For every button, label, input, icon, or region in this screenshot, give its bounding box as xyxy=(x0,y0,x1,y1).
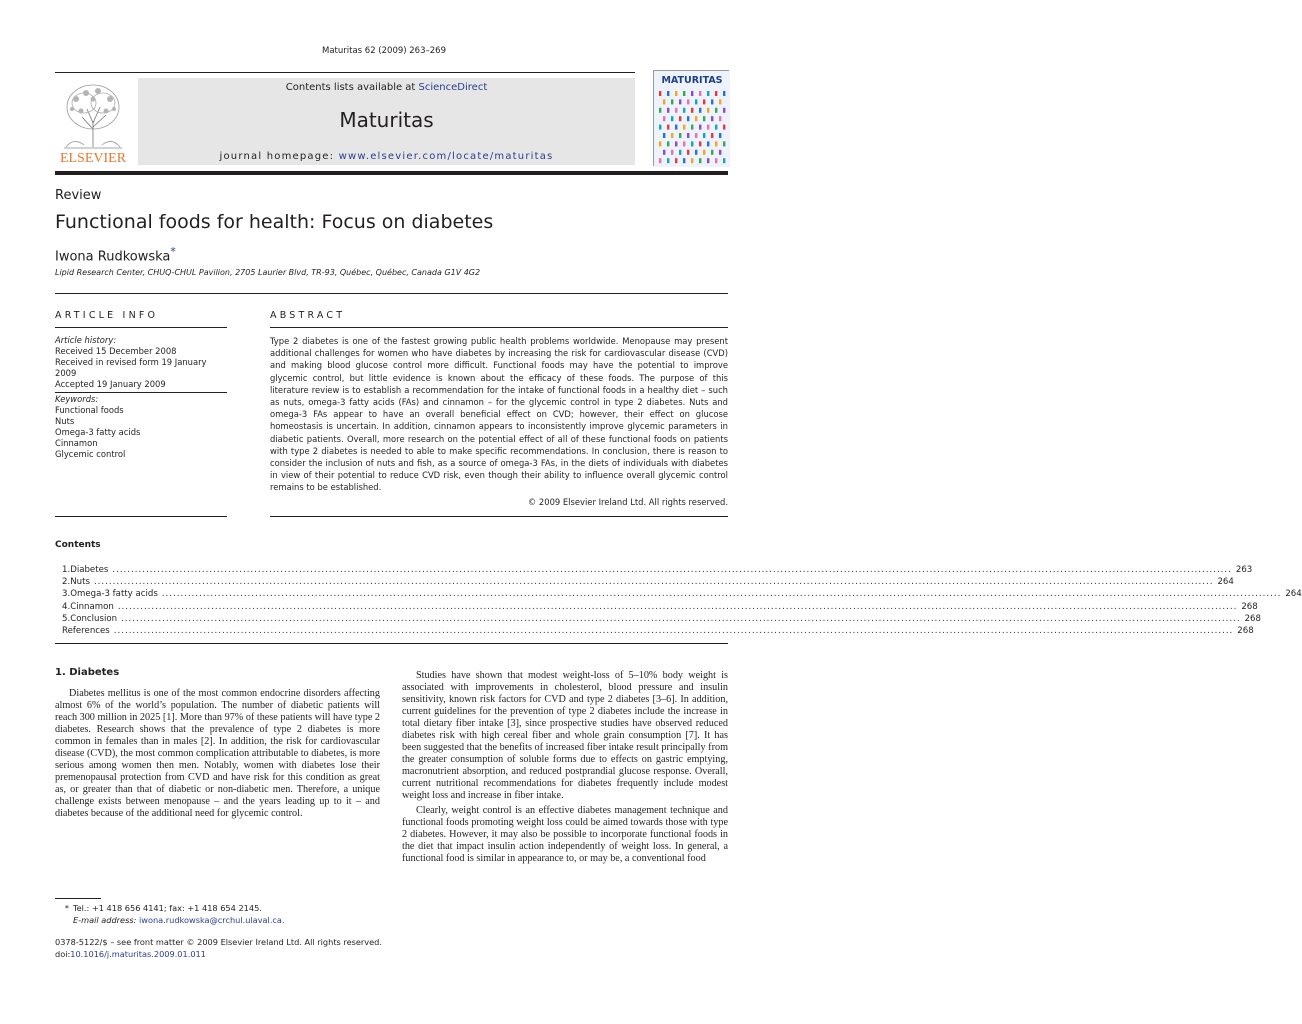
toc-entry-omega3[interactable] xyxy=(62,589,1302,601)
cover-figures-icon xyxy=(654,71,730,167)
sciencedirect-link[interactable]: ScienceDirect xyxy=(418,82,488,93)
issn-line: 0378-5122/$ – see front matter © 2009 Elsevier Ireland Ltd. All rights reserved. xyxy=(55,937,382,947)
footnote-email-line xyxy=(55,915,285,927)
toc-entry-diabetes[interactable] xyxy=(62,565,1253,577)
email-link[interactable]: iwona.rudkowska@crchul.ulaval.ca. xyxy=(139,914,285,925)
toc-leader-dots: ............................................................................................................................................................................................................................................................................................................ xyxy=(161,589,1282,600)
contents-heading: Contents xyxy=(55,540,101,550)
toc-label: Diabetes xyxy=(70,565,109,575)
toc-entry-references[interactable] xyxy=(62,625,1254,638)
cover-figure-mark xyxy=(723,141,725,146)
cover-figure-mark xyxy=(679,150,681,155)
cover-figure-mark xyxy=(723,158,725,163)
contents-divider xyxy=(55,643,728,644)
cover-figure-mark xyxy=(707,108,709,113)
toc-label: Nuts xyxy=(70,577,90,588)
cover-figure-mark xyxy=(667,158,669,163)
front-matter xyxy=(55,937,382,960)
cover-figure-mark xyxy=(687,133,689,138)
cover-figure-mark xyxy=(679,133,681,138)
cover-figure-mark xyxy=(659,108,661,113)
cover-figure-mark xyxy=(707,141,709,146)
toc-label: Omega-3 fatty acids xyxy=(70,589,158,600)
cover-figure-mark xyxy=(723,108,725,113)
article-title: Functional foods for health: Focus on diabetes xyxy=(55,211,494,233)
history-item: Received 15 December 2008 xyxy=(55,346,177,356)
toc-entry-nuts[interactable] xyxy=(62,577,1234,589)
cover-figure-mark xyxy=(679,99,681,104)
cover-figure-mark xyxy=(699,141,701,146)
toc-label: Conclusion xyxy=(70,613,118,624)
toc-page: 263 xyxy=(1235,565,1253,575)
cover-figure-mark xyxy=(723,125,725,130)
running-head: Maturitas 62 (2009) 263–269 xyxy=(322,46,446,56)
abstract-rule-bottom xyxy=(270,516,728,517)
toc-number: 2. xyxy=(62,577,71,588)
cover-figure-mark xyxy=(719,150,721,155)
toc-page: 264 xyxy=(1217,577,1234,588)
keywords-block xyxy=(55,394,227,460)
author-line xyxy=(55,245,176,264)
cover-figure-mark xyxy=(683,91,685,96)
cover-figure-mark xyxy=(719,99,721,104)
affiliation: Lipid Research Center, CHUQ-CHUL Pavilion, 2705 Laurier Blvd, TR-93, Québec, Québec, Canada G1V 4G2 xyxy=(55,268,481,277)
cover-figure-mark xyxy=(691,91,693,96)
toc-number: 1. xyxy=(62,565,71,575)
cover-figure-mark xyxy=(683,125,685,130)
article-info-rule-bottom xyxy=(55,516,227,517)
toc-label: Cinnamon xyxy=(70,601,114,612)
author-name[interactable]: Iwona Rudkowska xyxy=(55,249,171,265)
cover-figure-mark xyxy=(715,108,717,113)
cover-figure-mark xyxy=(723,91,725,96)
cover-figure-mark xyxy=(659,91,661,96)
table-of-contents xyxy=(62,565,1302,638)
cover-figure-mark xyxy=(675,141,677,146)
toc-leader-dots: ............................................................................................................................................................................................................................................................................................................ xyxy=(117,601,1238,612)
cover-figure-mark xyxy=(663,99,665,104)
body-paragraph: Studies have shown that modest weight-loss of 5–10% body weight is associated with improvements in cholesterol, blood pressure and insulin sensitivity, known risk factors for CVD and type 2 diabetes [3–6]. In addition, current guidelines for the prevention of type 2 diabetes include the increase in total dietary fiber intake [3], since prospective studies have observed reduced diabetes risk with high cereal fiber and whole grain consumption [7]. It has been suggested that the benefits of increased fiber intake result principally from the greater consumption of soluble forms due to effects on gastric emptying, macronutrient absorption, and reduced postprandial glucose response. Overall, current nutritional recommendations for diabetes frequently include modest weight loss and increase in fiber intake. xyxy=(402,670,728,802)
author-footnote-mark[interactable]: * xyxy=(170,245,176,258)
keyword: Nuts xyxy=(55,416,75,426)
cover-figure-mark xyxy=(675,158,677,163)
article-history xyxy=(55,335,227,390)
toc-number: 4. xyxy=(62,601,71,612)
cover-figure-mark xyxy=(699,158,701,163)
section-heading-diabetes: 1. Diabetes xyxy=(55,667,120,678)
cover-figure-mark xyxy=(703,133,705,138)
contents-available-line xyxy=(138,82,635,93)
cover-figure-mark xyxy=(715,158,717,163)
cover-figure-mark xyxy=(659,125,661,130)
cover-figure-mark xyxy=(711,133,713,138)
cover-figure-mark xyxy=(671,116,673,121)
cover-figure-mark xyxy=(679,116,681,121)
article-info-heading: ARTICLE INFO xyxy=(55,310,159,321)
doi-link[interactable]: 10.1016/j.maturitas.2009.01.011 xyxy=(70,948,206,959)
keyword: Glycemic control xyxy=(55,449,126,459)
homepage-link[interactable]: www.elsevier.com/locate/maturitas xyxy=(338,151,554,162)
cover-figure-mark xyxy=(711,150,713,155)
doi-line xyxy=(55,949,382,961)
toc-leader-dots: ............................................................................................................................................................................................................................................................................................................ xyxy=(112,565,1232,575)
journal-cover-thumbnail xyxy=(653,70,729,166)
cover-figure-mark xyxy=(695,99,697,104)
cover-figure-mark xyxy=(695,116,697,121)
keyword: Omega-3 fatty acids xyxy=(55,427,141,437)
toc-leader-dots: ............................................................................................................................................................................................................................................................................................................ xyxy=(121,613,1241,624)
keyword: Functional foods xyxy=(55,405,124,415)
cover-figure-mark xyxy=(719,116,721,121)
contents-available-text: Contents lists available at xyxy=(285,82,419,93)
abstract-rule-top xyxy=(270,327,728,328)
cover-figure-mark xyxy=(683,158,685,163)
cover-figure-mark xyxy=(663,133,665,138)
body-paragraph: Clearly, weight control is an effective diabetes management technique and functional foods promoting weight loss could be aimed towards those with type 2 diabetes. However, it may also be possible to incorporate functional foods in the diet that impact insulin action independently of weight loss. In general, a functional food is similar in appearance to, or may be, a conventional food xyxy=(402,804,728,864)
cover-figure-mark xyxy=(667,91,669,96)
email-label: E-mail address: xyxy=(73,914,137,925)
cover-figure-mark xyxy=(675,108,677,113)
history-item: Accepted 19 January 2009 xyxy=(55,379,166,389)
cover-figure-mark xyxy=(687,150,689,155)
cover-figure-mark xyxy=(691,141,693,146)
cover-figure-mark xyxy=(699,108,701,113)
svg-text:ELSEVIER: ELSEVIER xyxy=(59,151,127,166)
cover-figure-mark xyxy=(683,141,685,146)
cover-figure-mark xyxy=(695,150,697,155)
journal-homepage-line xyxy=(138,151,635,162)
abstract-heading: ABSTRACT xyxy=(270,310,346,321)
footnote-contact-line xyxy=(55,903,285,915)
footnote-mark: * xyxy=(64,903,69,913)
cover-figure-mark xyxy=(671,133,673,138)
cover-figure-mark xyxy=(691,158,693,163)
cover-figure-mark xyxy=(687,116,689,121)
cover-figure-mark xyxy=(703,150,705,155)
abstract-copyright: © 2009 Elsevier Ireland Ltd. All rights reserved. xyxy=(527,497,728,507)
footnote-contact: Tel.: +1 418 656 4141; fax: +1 418 654 2145. xyxy=(73,903,262,913)
cover-figure-mark xyxy=(667,141,669,146)
toc-leader-dots: ............................................................................................................................................................................................................................................................................................................ xyxy=(93,577,1214,588)
cover-figure-mark xyxy=(691,125,693,130)
cover-figure-mark xyxy=(703,99,705,104)
toc-page: 268 xyxy=(1244,613,1261,624)
cover-figure-mark xyxy=(695,133,697,138)
cover-figure-mark xyxy=(659,158,661,163)
cover-figure-mark xyxy=(699,91,701,96)
cover-figure-mark xyxy=(707,91,709,96)
svg-text:MATURITAS: MATURITAS xyxy=(661,75,723,86)
body-column-right xyxy=(402,670,728,865)
elsevier-logo xyxy=(54,77,132,164)
article-info-rule-top xyxy=(55,327,227,328)
cover-figure-mark xyxy=(675,125,677,130)
cover-figure-mark xyxy=(659,141,661,146)
cover-figure-mark xyxy=(715,125,717,130)
header-thick-rule xyxy=(55,171,728,175)
author-footnote xyxy=(55,903,285,926)
cover-figure-mark xyxy=(707,158,709,163)
cover-figure-mark xyxy=(675,91,677,96)
toc-number: 3. xyxy=(62,589,71,600)
cover-figure-mark xyxy=(711,116,713,121)
cover-figure-mark xyxy=(699,125,701,130)
toc-page: 264 xyxy=(1285,589,1302,600)
title-divider xyxy=(55,293,728,294)
journal-title: Maturitas xyxy=(339,108,434,132)
article-info-rule-mid xyxy=(55,392,227,393)
cover-figure-mark xyxy=(663,150,665,155)
homepage-label: journal homepage: xyxy=(219,151,339,162)
cover-figure-mark xyxy=(687,99,689,104)
cover-figure-mark xyxy=(715,91,717,96)
keywords-label: Keywords: xyxy=(55,394,99,404)
body-column-left xyxy=(55,688,380,821)
cover-figure-mark xyxy=(671,99,673,104)
cover-figure-mark xyxy=(667,125,669,130)
cover-figure-mark xyxy=(667,108,669,113)
toc-entry-conclusion[interactable] xyxy=(62,613,1261,626)
cover-figure-mark xyxy=(719,133,721,138)
cover-figure-mark xyxy=(691,108,693,113)
toc-label: References xyxy=(62,625,110,636)
toc-entry-cinnamon[interactable] xyxy=(62,601,1258,614)
doi-label: doi: xyxy=(55,948,71,959)
cover-figure-mark xyxy=(663,116,665,121)
article-type: Review xyxy=(55,188,102,203)
keyword: Cinnamon xyxy=(55,438,98,448)
cover-figure-mark xyxy=(703,116,705,121)
cover-figure-mark xyxy=(715,141,717,146)
footnote-rule xyxy=(55,898,101,899)
cover-figure-mark xyxy=(707,125,709,130)
cover-figure-mark xyxy=(683,108,685,113)
toc-number: 5. xyxy=(62,613,71,624)
cover-figure-mark xyxy=(671,150,673,155)
body-paragraph: Diabetes mellitus is one of the most common endocrine disorders affecting almost 6% of the world’s population. The number of diabetic patients will reach 300 million in 2025 [1]. More than 97% of these patients will have type 2 diabetes. Research shows that the prevalence of type 2 diabetes is more common in females than in males [2]. In addition, the risk for cardiovascular disease (CVD), the most common complication attributable to diabetes, is more serious among women then men. Notably, women with diabetes lose their premenopausal protection from CVD and have risk for this condition as great as, or greater than that of diabetic or non-diabetic men. Therefore, a unique challenge exists between menopause – and the years leading up to it – and diabetes because of the additional need for glycemic control. xyxy=(55,688,380,820)
elsevier-tree-icon xyxy=(54,77,132,164)
history-label: Article history: xyxy=(55,335,117,345)
toc-page: 268 xyxy=(1241,601,1258,612)
toc-leader-dots: ............................................................................................................................................................................................................................................................................................................ xyxy=(113,625,1234,636)
abstract-text: Type 2 diabetes is one of the fastest growing public health problems worldwide. Menopause may present additional challenges for women who have diabetes by increasing the risk for cardiovascular disease (CVD) and making blood glucose control more difficult. Functional foods may have the potential to improve glycemic control, but little evidence is known about the efficacy of these foods. The purpose of this literature review is to establish a recommendation for the intake of functional foods in a healthy diet – such as nuts, omega-3 fatty acids (FAs) and cinnamon – for the glycemic control in type 2 diabetes. Nuts and omega-3 FAs appear to have an overall beneficial effect on CVD; however, their effect on glucose homeostasis is uncertain. In addition, cinnamon appears to inconsistently improve glycemic parameters in diabetic patients. Overall, more research on the potential effect of all of these functional foods on patients with type 2 diabetes is needed to able to make specific recommendations. In conclusion, there is reason to consider the inclusion of nuts and fish, as a source of omega-3 FAs, in the diets of individuals with diabetes in view of their potential to reduce CVD risk, even though their ability to influence overall glycemic control remains to be established. xyxy=(270,336,728,493)
cover-figure-mark xyxy=(711,99,713,104)
toc-page: 268 xyxy=(1237,625,1254,636)
history-item: Received in revised form 19 January 2009 xyxy=(55,357,207,378)
top-rule xyxy=(55,72,635,73)
